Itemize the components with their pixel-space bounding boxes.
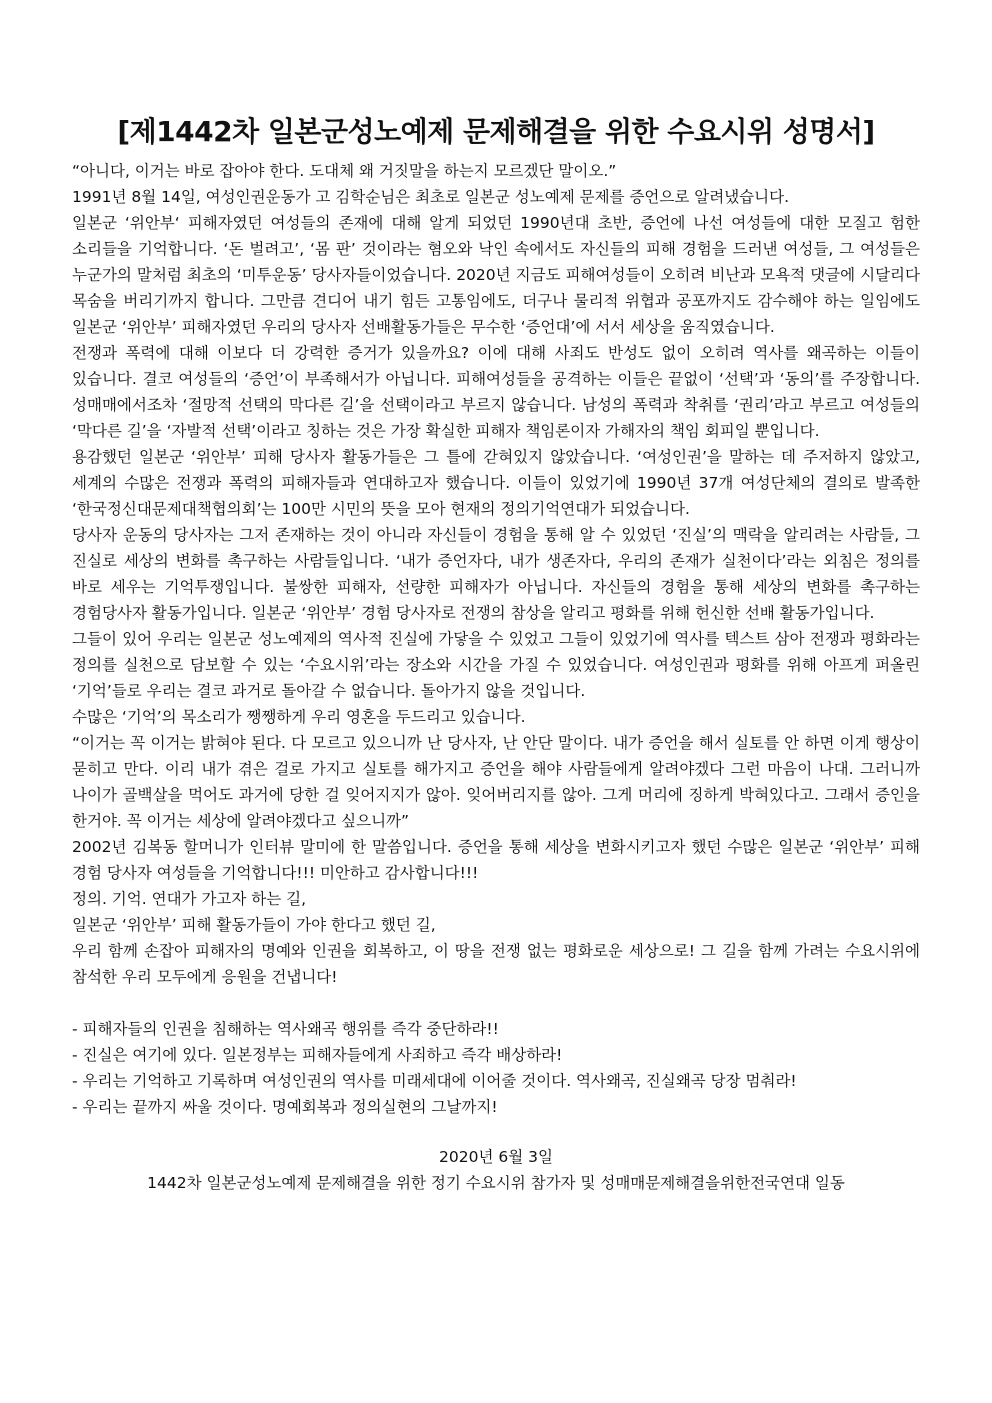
signatory-line: 1442차 일본군성노예제 문제해결을 위한 정기 수요시위 참가자 및 성매매문제해결을위한전국연대 일동 xyxy=(147,1174,845,1192)
paragraph: 일본군 ‘위안부’ 피해 활동가들이 가야 한다고 했던 길, xyxy=(72,916,436,934)
statement-date: 2020년 6월 3일 xyxy=(439,1148,553,1166)
statement-body xyxy=(72,158,920,990)
paragraph: 전쟁과 폭력에 대해 이보다 더 강력한 증거가 있을까요? 이에 대해 사죄도 반성도 없이 오히려 역사를 왜곡하는 이들이 있습니다. 결코 여성들의 ‘증언’이 부족해서가 아닙니다. 피해여성들을 공격하는 이들은 끝없이 ‘선택’과 ‘동의’를 주장합니다. 성매매에서조차 ‘절망적 선택의 막다른 길’을 선택이라고 부르지 않습니다. 남성의 폭력과 착취를 ‘권리’라고 부르고 여성들의 ‘막다른 길’을 ‘자발적 선택’이라고 칭하는 것은 가장 확실한 피해자 책임론이자 가해자의 책임 회피일 뿐입니다. xyxy=(72,344,920,440)
paragraph: 수많은 ‘기억’의 목소리가 쨍쨍하게 우리 영혼을 두드리고 있습니다. xyxy=(72,708,526,726)
demand-item: - 피해자들의 인권을 침해하는 역사왜곡 행위를 즉각 중단하라!! xyxy=(72,1020,499,1038)
paragraph: 당사자 운동의 당사자는 그저 존재하는 것이 아니라 자신들이 경험을 통해 알 수 있었던 ‘진실’의 맥락을 알리려는 사람들, 그 진실로 세상의 변화를 촉구하는 사람들입니다. ‘내가 증언자다, 내가 생존자다, 우리의 존재가 실천이다’라는 외침은 정의를 바로 세우는 기억투쟁입니다. 불쌍한 피해자, 선량한 피해자가 아닙니다. 자신들의 경험을 통해 세상의 변화를 촉구하는 경험당사자 활동가입니다. 일본군 ‘위안부’ 경험 당사자로 전쟁의 참상을 알리고 평화를 위해 헌신한 선배 활동가입니다. xyxy=(72,526,920,622)
demand-item: - 우리는 기억하고 기록하며 여성인권의 역사를 미래세대에 이어줄 것이다. 역사왜곡, 진실왜곡 당장 멈춰라! xyxy=(72,1072,797,1090)
paragraph: 일본군 ‘위안부‘ 피해자였던 여성들의 존재에 대해 알게 되었던 1990년대 초반, 증언에 나선 여성들에 대한 모질고 험한 소리들을 기억합니다. ‘돈 벌려고’, ‘몸 판’ 것이라는 혐오와 낙인 속에서도 자신들의 피해 경험을 드러낸 여성들, 그 여성들은 누군가의 말처럼 최초의 ‘미투운동’ 당사자들이었습니다. 2020년 지금도 피해여성들이 오히려 비난과 모욕적 댓글에 시달리다 목숨을 버리기까지 합니다. 그만큼 견디어 내기 힘든 고통임에도, 더구나 물리적 위협과 공포까지도 감수해야 하는 일임에도 일본군 ‘위안부’ 피해자였던 우리의 당사자 선배활동가들은 무수한 ‘증언대’에 서서 세상을 움직였습니다. xyxy=(72,214,920,336)
paragraph: 2002년 김복동 할머니가 인터뷰 말미에 한 말씀입니다. 증언을 통해 세상을 변화시키고자 했던 수많은 일본군 ‘위안부’ 피해 경험 당사자 여성들을 기억합니다!!! 미안하고 감사합니다!!! xyxy=(72,838,920,882)
demand-item: - 우리는 끝까지 싸울 것이다. 명예회복과 정의실현의 그날까지! xyxy=(72,1098,498,1116)
paragraph: 그들이 있어 우리는 일본군 성노예제의 역사적 진실에 가닿을 수 있었고 그들이 있었기에 역사를 텍스트 삼아 전쟁과 평화라는 정의를 실천으로 담보할 수 있는 ‘수요시위’라는 장소와 시간을 가질 수 있었습니다. 여성인권과 평화를 위해 아프게 퍼올린 ‘기억’들로 우리는 결코 과거로 돌아갈 수 없습니다. 돌아가지 않을 것입니다. xyxy=(72,630,920,700)
spacer xyxy=(72,990,920,1016)
paragraph: “아니다, 이거는 바로 잡아야 한다. 도대체 왜 거짓말을 하는지 모르겠단 말이오.” xyxy=(72,162,617,180)
paragraph: 정의. 기억. 연대가 가고자 하는 길, xyxy=(72,890,307,908)
paragraph: 1991년 8월 14일, 여성인권운동가 고 김학순님은 최초로 일본군 성노예제 문제를 증언으로 알려냈습니다. xyxy=(72,188,790,206)
paragraph: 용감했던 일본군 ‘위안부’ 피해 당사자 활동가들은 그 틀에 갇혀있지 않았습니다. ‘여성인권’을 말하는 데 주저하지 않았고, 세계의 수많은 전쟁과 폭력의 피해자들과 연대하고자 했습니다. 이들이 있었기에 1990년 37개 여성단체의 결의로 발족한 ‘한국정신대문제대책협의회’는 100만 시민의 뜻을 모아 현재의 정의기억연대가 되었습니다. xyxy=(72,448,920,518)
document-title: [제1442차 일본군성노예제 문제해결을 위한 수요시위 성명서] xyxy=(117,115,875,148)
quote-paragraph: “이거는 꼭 이거는 밝혀야 된다. 다 모르고 있으니까 난 당사자, 난 안단 말이다. 내가 증언을 해서 실토를 안 하면 이게 행상이 묻히고 만다. 이리 내가 겪은 걸로 가지고 실토를 해가지고 증언을 해야 사람들에게 알려야겠다 그런 마음이 나대. 그러니까 나이가 골백살을 먹어도 과거에 당한 걸 잊어지지가 않아. 잊어버리지를 않아. 그게 머리에 징하게 박혀있다고. 그래서 증인을 한거야. 꼭 이거는 세상에 알려야겠다고 싶으니까” xyxy=(72,734,920,830)
demand-item: - 진실은 여기에 있다. 일본정부는 피해자들에게 사죄하고 즉각 배상하라! xyxy=(72,1046,563,1064)
paragraph: 우리 함께 손잡아 피해자의 명예와 인권을 회복하고, 이 땅을 전쟁 없는 평화로운 세상으로! 그 길을 함께 가려는 수요시위에 참석한 우리 모두에게 응원을 건냅니다! xyxy=(72,942,920,986)
demands-list xyxy=(72,1016,920,1120)
